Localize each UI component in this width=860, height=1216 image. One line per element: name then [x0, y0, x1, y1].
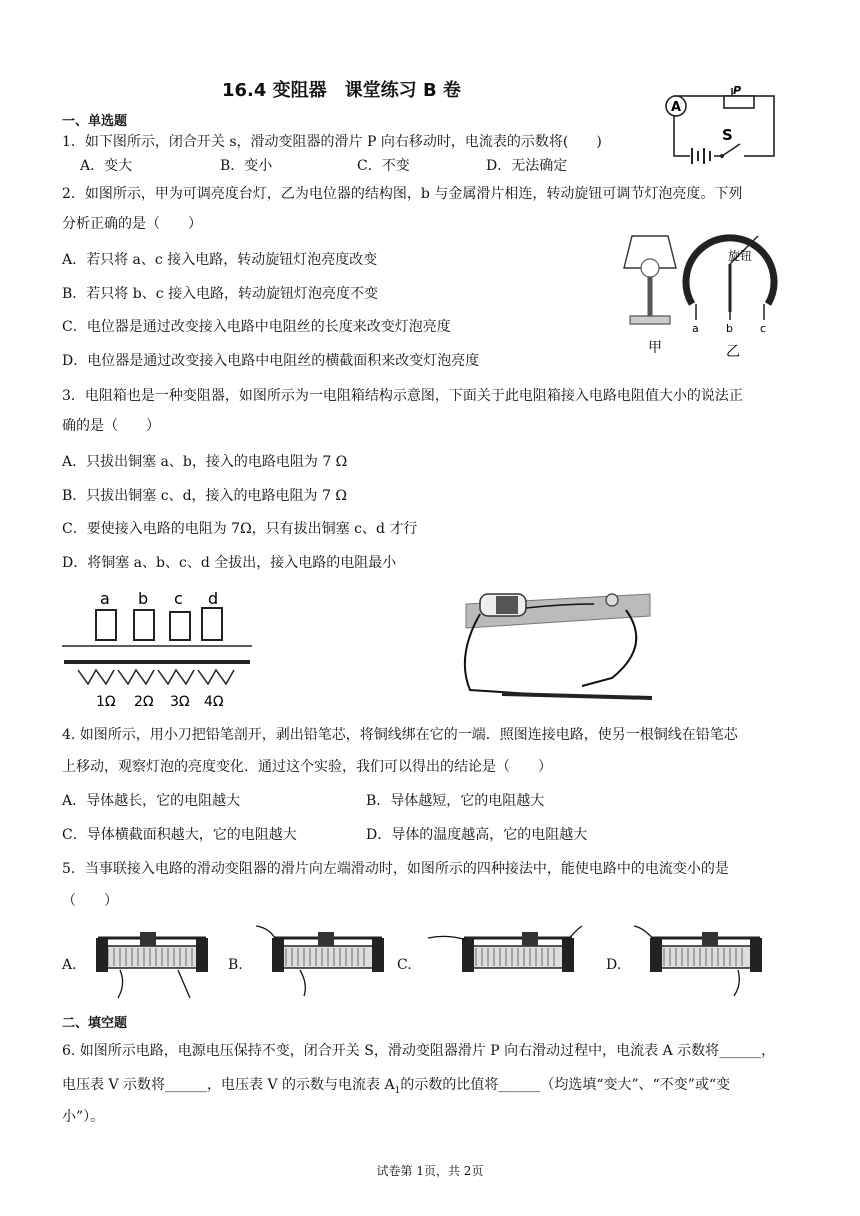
q1-option-a: A．变大: [80, 158, 133, 174]
question-1-stem: 1．如下图所示，闭合开关 s，滑动变阻器的滑片 P 向右移动时，电流表的示数将( ): [62, 134, 602, 150]
q1-circuit-diagram: [660, 84, 788, 166]
resistor-2-label: 2Ω: [134, 694, 154, 710]
plug-c-label: c: [174, 589, 183, 608]
question-6-line2: [62, 1075, 730, 1101]
slider-label: P: [733, 84, 742, 97]
q1-option-d: D．无法确定: [486, 158, 568, 174]
plug-b-label: b: [138, 589, 149, 608]
question-6-line3: 小”）。: [62, 1109, 105, 1125]
section-heading-fill-in: 二、填空题: [62, 1016, 128, 1031]
question-4-stem-line2: 上移动，观察灯泡的亮度变化．通过这个实验，我们可以得出的结论是（ ）: [62, 759, 552, 775]
q6-line2-part-a: 电压表 V 示数将______，电压表 V 的示数与电流表 A: [62, 1077, 395, 1093]
q6-line2-part-b: 的示数的比值将______（均选填“变大”、“不变”或“变: [400, 1077, 731, 1093]
q4-option-a: A．导体越长，它的电阻越大: [62, 793, 241, 809]
terminal-a-label: a: [692, 322, 699, 335]
q2-option-c: C．电位器是通过改变接入电路中电阻丝的长度来改变灯泡亮度: [62, 319, 451, 335]
ammeter-label: A: [671, 100, 682, 115]
q5-option-d-label: D.: [606, 957, 622, 973]
q3-option-a: A．只拔出铜塞 a、b，接入的电路电阻为 7 Ω: [62, 454, 348, 470]
q2-option-b: B．若只将 b、c 接入电路，转动旋钮灯泡亮度不变: [62, 286, 378, 302]
q4-pencil-lead-circuit-photo: [462, 586, 654, 702]
question-2-stem-line2: 分析正确的是（ ）: [62, 216, 202, 232]
switch-label: S: [722, 126, 733, 144]
plug-d-label: d: [208, 589, 219, 608]
q2-option-a: A．若只将 a、c 接入电路，转动旋钮灯泡亮度改变: [62, 252, 378, 268]
section-heading-single-choice: 一、单选题: [62, 114, 128, 129]
q5-option-b-label: B.: [228, 957, 243, 973]
terminal-b-label: b: [726, 322, 733, 335]
q3-option-b: B．只拔出铜塞 c、d，接入的电路电阻为 7 Ω: [62, 488, 347, 504]
question-3-stem-line2: 确的是（ ）: [62, 418, 160, 434]
page-title: 16.4 变阻器 课堂练习 B 卷: [222, 80, 461, 101]
knob-label: 旋钮: [728, 249, 753, 263]
question-5-stem-line2: （ ）: [62, 893, 118, 909]
q3-option-c: C．要使接入电路的电阻为 7Ω，只有拔出铜塞 c、d 才行: [62, 521, 418, 537]
q5-rheostat-b: [256, 924, 386, 998]
q5-rheostat-a: [92, 924, 216, 998]
q4-option-b: B．导体越短，它的电阻越大: [366, 793, 545, 809]
question-5-stem-line1: 5．当事联接入电路的滑动变阻器的滑片向左端滑动时，如图所示的四种接法中，能使电路中的电流变小的是: [62, 861, 729, 877]
q2-lamp-potentiometer-figure: [618, 224, 798, 364]
q3-resistance-box-figure: [62, 588, 254, 712]
q1-option-b: B．变小: [220, 158, 273, 174]
q5-option-a-label: A.: [62, 957, 77, 973]
question-3-stem-line1: 3．电阻箱也是一种变阻器，如图所示为一电阻箱结构示意图，下面关于此电阻箱接入电路电阻值大小的说法正: [62, 388, 743, 404]
question-6-line1: 6. 如图所示电路，电源电压保持不变，闭合开关 S，滑动变阻器滑片 P 向右滑动过程中，电流表 A 示数将______，: [62, 1043, 776, 1059]
q6-ammeter-subscript: 1: [394, 1085, 401, 1096]
question-4-stem-line1: 4. 如图所示，用小刀把铅笔剖开，剥出铅笔芯，将铜线绑在它的一端．照图连接电路，使另一根铜线在铅笔芯: [62, 727, 738, 743]
lamp-label-jia: 甲: [648, 340, 662, 356]
resistor-3-label: 3Ω: [170, 694, 190, 710]
potentiometer-label-yi: 乙: [726, 344, 740, 360]
q2-option-d: D．电位器是通过改变接入电路中电阻丝的横截面积来改变灯泡亮度: [62, 353, 480, 369]
question-2-stem-line1: 2．如图所示，甲为可调亮度台灯，乙为电位器的结构图，b 与金属滑片相连，转动旋钮可调节灯泡亮度。下列: [62, 186, 743, 202]
q1-option-c: C．不变: [357, 158, 410, 174]
q5-option-c-label: C.: [397, 957, 412, 973]
plug-a-label: a: [100, 589, 110, 608]
resistor-1-label: 1Ω: [96, 694, 116, 710]
q4-option-c: C．导体横截面积越大，它的电阻越大: [62, 827, 297, 843]
q4-option-d: D．导体的温度越高，它的电阻越大: [366, 827, 588, 843]
q5-rheostat-c: [426, 924, 586, 998]
terminal-c-label: c: [760, 322, 767, 335]
q3-option-d: D．将铜塞 a、b、c、d 全拔出，接入电路的电阻最小: [62, 555, 397, 571]
resistor-4-label: 4Ω: [204, 694, 224, 710]
q5-rheostat-d: [630, 924, 770, 998]
page-footer: 试卷第 1页，共 2页: [376, 1164, 484, 1178]
